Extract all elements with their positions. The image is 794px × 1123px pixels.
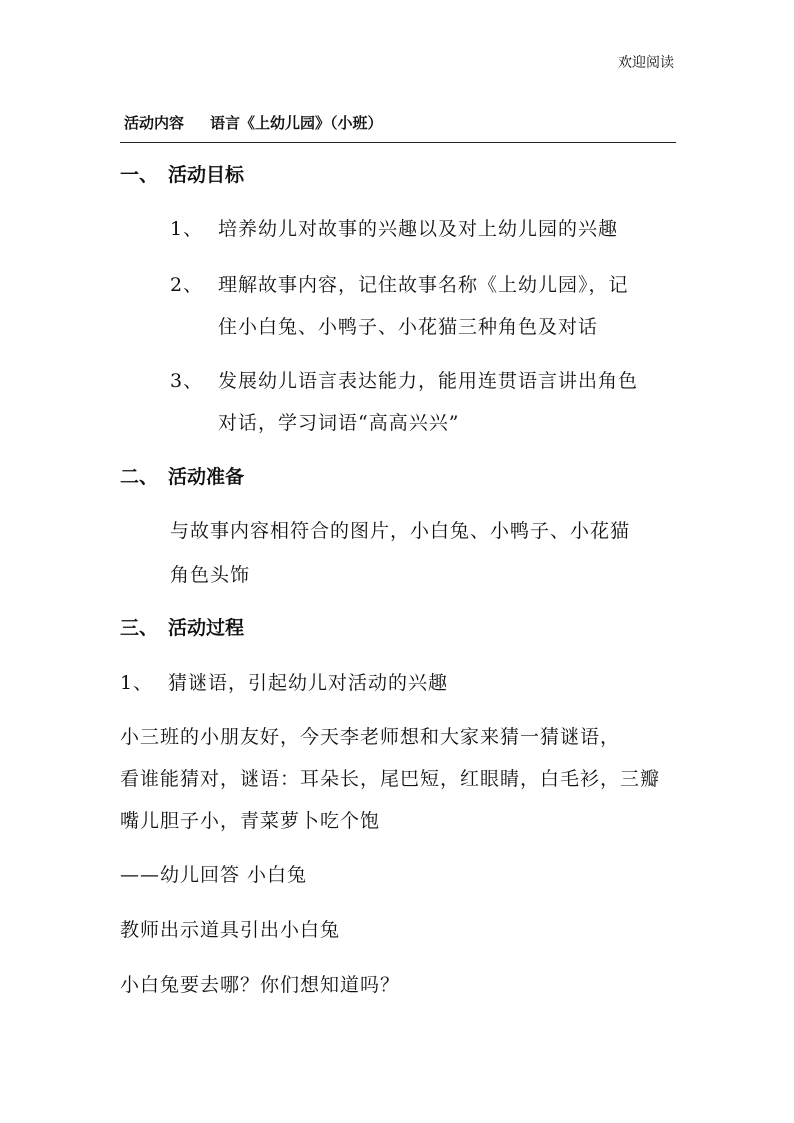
riddle-line-2: 看谁能猜对，谜语：耳朵长，尾巴短，红眼睛，白毛衫，三瓣	[120, 768, 661, 790]
item-text: 培养幼儿对故事的兴趣以及对上幼儿园的兴趣	[218, 218, 619, 240]
question-line: 小白兔要去哪？你们想知道吗？	[120, 974, 401, 996]
section-heading-prep	[120, 462, 244, 489]
item-number: 1、	[120, 672, 154, 694]
goal-item-1	[170, 214, 618, 241]
section-number: 三、	[120, 617, 159, 639]
prep-line-1: 与故事内容相符合的图片，小白兔、小鸭子、小花猫	[170, 520, 631, 542]
goal-item-2	[170, 270, 629, 297]
item-text: 发展幼儿语言表达能力，能用连贯语言讲出角色	[218, 370, 639, 392]
section-heading-goals	[120, 160, 244, 187]
goal-item-3-cont: 对话，学习词语“高高兴兴”	[218, 412, 460, 434]
section-number: 一、	[120, 164, 159, 186]
section-title: 活动目标	[168, 164, 245, 186]
item-number: 2、	[170, 274, 204, 296]
section-number: 二、	[120, 466, 159, 488]
riddle-line-3: 嘴儿胆子小，青菜萝卜吃个饱	[120, 810, 381, 832]
section-title: 活动过程	[168, 617, 245, 639]
title-label: 活动内容	[124, 114, 185, 132]
title-text: 语言《上幼儿园》（小班）	[210, 114, 383, 132]
answer-line: ——幼儿回答 小白兔	[120, 864, 308, 886]
item-number: 3、	[170, 370, 204, 392]
riddle-line-1: 小三班的小朋友好，今天李老师想和大家来猜一猜谜语，	[120, 726, 621, 748]
item-number: 1、	[170, 218, 204, 240]
process-step-1	[120, 668, 448, 695]
header-text: 欢迎阅读	[618, 55, 674, 71]
item-text: 理解故事内容，记住故事名称《上幼儿园》，记	[218, 274, 629, 296]
goal-item-3	[170, 366, 638, 393]
item-text: 猜谜语，引起幼儿对活动的兴趣	[168, 672, 449, 694]
document-title	[124, 112, 383, 133]
prep-line-2: 角色头饰	[170, 564, 251, 586]
section-heading-process	[120, 613, 244, 640]
goal-item-2-cont: 住小白兔、小鸭子、小花猫三种角色及对话	[218, 316, 599, 338]
title-divider	[120, 142, 676, 143]
teacher-line: 教师出示道具引出小白兔	[120, 919, 341, 941]
section-title: 活动准备	[168, 466, 245, 488]
